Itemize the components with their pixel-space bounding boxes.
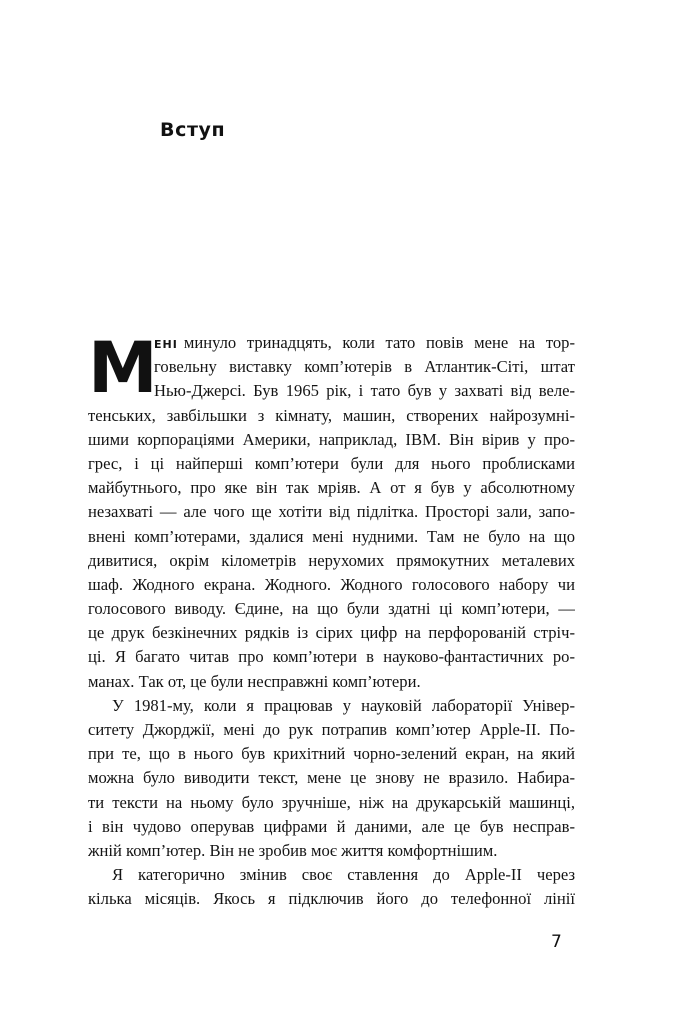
text-line: дивитися, окрім кілометрів нерухомих прямокутних металевих [88, 550, 575, 570]
text-line: жній комп’ютер. Він не зробив моє життя комфортнішим. [88, 840, 498, 860]
drop-cap-letter: М [88, 327, 156, 409]
text-line: У 1981-му, коли я працював у науковій лабораторії Універ- [112, 695, 575, 715]
page-number: 7 [551, 932, 562, 952]
text-line: манах. Так от, це були несправжні комп’ютери. [88, 671, 421, 691]
text-line: голосового виводу. Єдине, на що були здатні ці комп’ютери, — [88, 599, 575, 619]
text-line: можна було виводити текст, мене це знову не вразило. Набира- [88, 768, 575, 788]
text-line: Я категорично змінив своє ставлення до Apple-II через [112, 865, 575, 885]
text-line: ЕНІ минуло тринадцять, коли тато повів мене на тор- [154, 333, 575, 352]
chapter-title: Вступ [160, 119, 226, 141]
drop-cap-smallcaps: ЕНІ [154, 338, 178, 351]
text-line: кілька місяців. Якось я підключив його до телефонної лінії [88, 889, 575, 909]
text-line: ситету Джорджії, мені до рук потрапив комп’ютер Apple-II. По- [88, 720, 575, 739]
text-line: це друк безкінечних рядків із сірих цифр на перфорованій стріч- [88, 623, 575, 643]
text-line: шаф. Жодного екрана. Жодного. Жодного голосового набору чи [88, 574, 575, 594]
body-text [88, 327, 575, 912]
text-line: і він чудово оперував цифрами й даними, але це був несправ- [88, 816, 575, 836]
text-line: ці. Я багато читав про комп’ютери в науково-фантастичних ро- [88, 647, 575, 667]
text-line: майбутнього, про яке він так мріяв. А от я був у абсолютному [88, 478, 575, 498]
text-line: незахваті — але чого ще хотіти від підлітка. Просторі зали, запо- [88, 502, 575, 522]
text-line: внені комп’ютерами, здалися мені нудними. Там не було на що [88, 526, 575, 546]
text-line: грес, і ці найперші комп’ютери були для нього проблисками [88, 453, 575, 473]
text-line: при те, що в нього був крихітний чорно-зелений екран, на який [88, 744, 575, 764]
text-line: шими корпораціями Америки, наприклад, IBM. Він вірив у про- [88, 429, 575, 449]
text-line: ти тексти на ньому було зручніше, ніж на друкарській машинці, [88, 792, 575, 812]
text-line: говельну виставку комп’ютерів в Атлантик-Сіті, штат [154, 357, 575, 377]
text-line: тенських, завбільшки з кімнату, машин, створених найрозумні- [88, 405, 575, 425]
text-line: Нью-Джерсі. Був 1965 рік, і тато був у захваті від веле- [154, 381, 575, 401]
